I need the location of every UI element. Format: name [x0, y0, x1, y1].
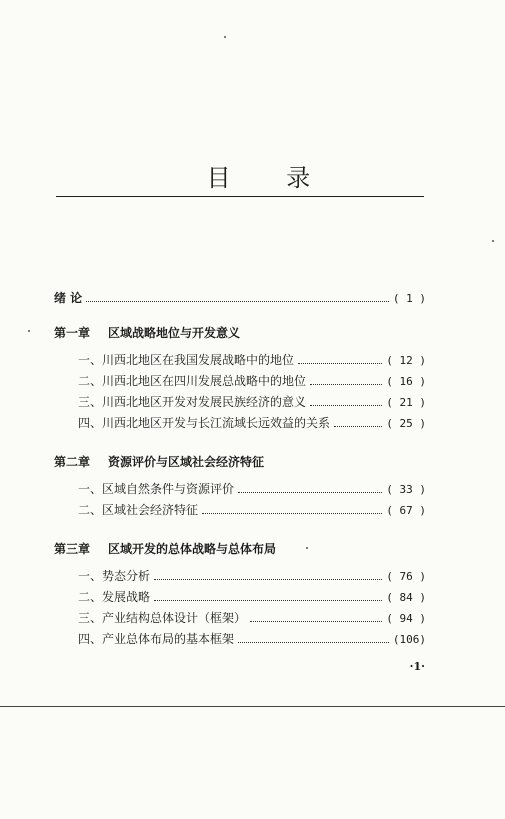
toc-section-label: 三、川西北地区开发对发展民族经济的意义 — [78, 395, 307, 409]
toc-page-number: ( 12 ) — [386, 354, 426, 367]
chapter-number: 第三章 — [54, 542, 91, 556]
toc-section-label: 一、川西北地区在我国发展战略中的地位 — [78, 353, 295, 367]
toc-section[interactable] — [54, 500, 426, 521]
toc-section-label: 四、川西北地区开发与长江流域长远效益的关系 — [78, 416, 331, 430]
dot-leader — [310, 383, 382, 385]
scan-speck — [224, 36, 226, 38]
toc-page-number: ( 25 ) — [386, 417, 426, 430]
toc-page-number: ( 94 ) — [386, 612, 426, 625]
toc-section[interactable] — [54, 479, 426, 500]
dot-leader — [298, 362, 382, 364]
dot-leader — [86, 300, 389, 302]
toc-section[interactable] — [54, 566, 426, 587]
toc-section[interactable] — [54, 350, 426, 371]
page-title: 目 录 — [206, 164, 335, 192]
toc-page-number: ( 84 ) — [386, 591, 426, 604]
toc-section-label: 一、区域自然条件与资源评价 — [78, 482, 235, 496]
dot-leader — [202, 512, 382, 514]
toc-page-number: ( 1 ) — [392, 292, 426, 305]
toc-entry-intro[interactable] — [54, 288, 426, 309]
toc-page-number: ( 76 ) — [386, 570, 426, 583]
toc-section[interactable] — [54, 608, 426, 629]
toc-page-number: ( 33 ) — [386, 483, 426, 496]
dot-leader — [238, 641, 389, 643]
toc-section-label: 二、川西北地区在四川发展总战略中的地位 — [78, 374, 307, 388]
chapter-number: 第二章 — [54, 455, 91, 469]
dot-leader — [250, 620, 382, 622]
dot-leader — [154, 578, 382, 580]
chapter-title: 区域开发的总体战略与总体布局 — [108, 542, 277, 556]
toc-section-label: 二、区域社会经济特征 — [78, 503, 199, 517]
toc-section-label: 一、势态分析 — [78, 569, 151, 583]
scan-speck — [28, 330, 30, 332]
toc-section[interactable] — [54, 587, 426, 608]
toc-page-number: ( 16 ) — [386, 375, 426, 388]
dot-leader — [154, 599, 382, 601]
toc-section-label: 二、发展战略 — [78, 590, 151, 604]
chapter-title: 资源评价与区域社会经济特征 — [108, 455, 265, 469]
toc-section-label: 四、产业总体布局的基本框架 — [78, 632, 235, 646]
dot-leader — [310, 404, 382, 406]
toc-section[interactable] — [54, 629, 426, 650]
toc-section[interactable] — [54, 392, 426, 413]
toc-section[interactable] — [54, 413, 426, 434]
scan-speck — [492, 240, 494, 242]
chapter-title: 区域战略地位与开发意义 — [108, 326, 241, 340]
toc-page-number: ( 67 ) — [386, 504, 426, 517]
page-number: ·1· — [409, 660, 425, 673]
toc-chapter-1[interactable] — [54, 323, 426, 344]
bottom-divider — [0, 706, 505, 707]
toc-chapter-3[interactable] — [54, 539, 426, 560]
toc-page-number: ( 21 ) — [386, 396, 426, 409]
toc-section-label: 三、产业结构总体设计（框架） — [78, 611, 247, 625]
title-divider — [56, 196, 424, 197]
toc-section[interactable] — [54, 371, 426, 392]
dot-leader — [238, 491, 382, 493]
scan-speck — [306, 547, 308, 549]
dot-leader — [334, 425, 382, 427]
toc-entry-label: 绪 论 — [54, 291, 83, 305]
toc-page-number: (106) — [392, 633, 426, 646]
toc-chapter-2[interactable] — [54, 452, 426, 473]
chapter-number: 第一章 — [54, 326, 91, 340]
table-of-contents — [54, 288, 426, 650]
